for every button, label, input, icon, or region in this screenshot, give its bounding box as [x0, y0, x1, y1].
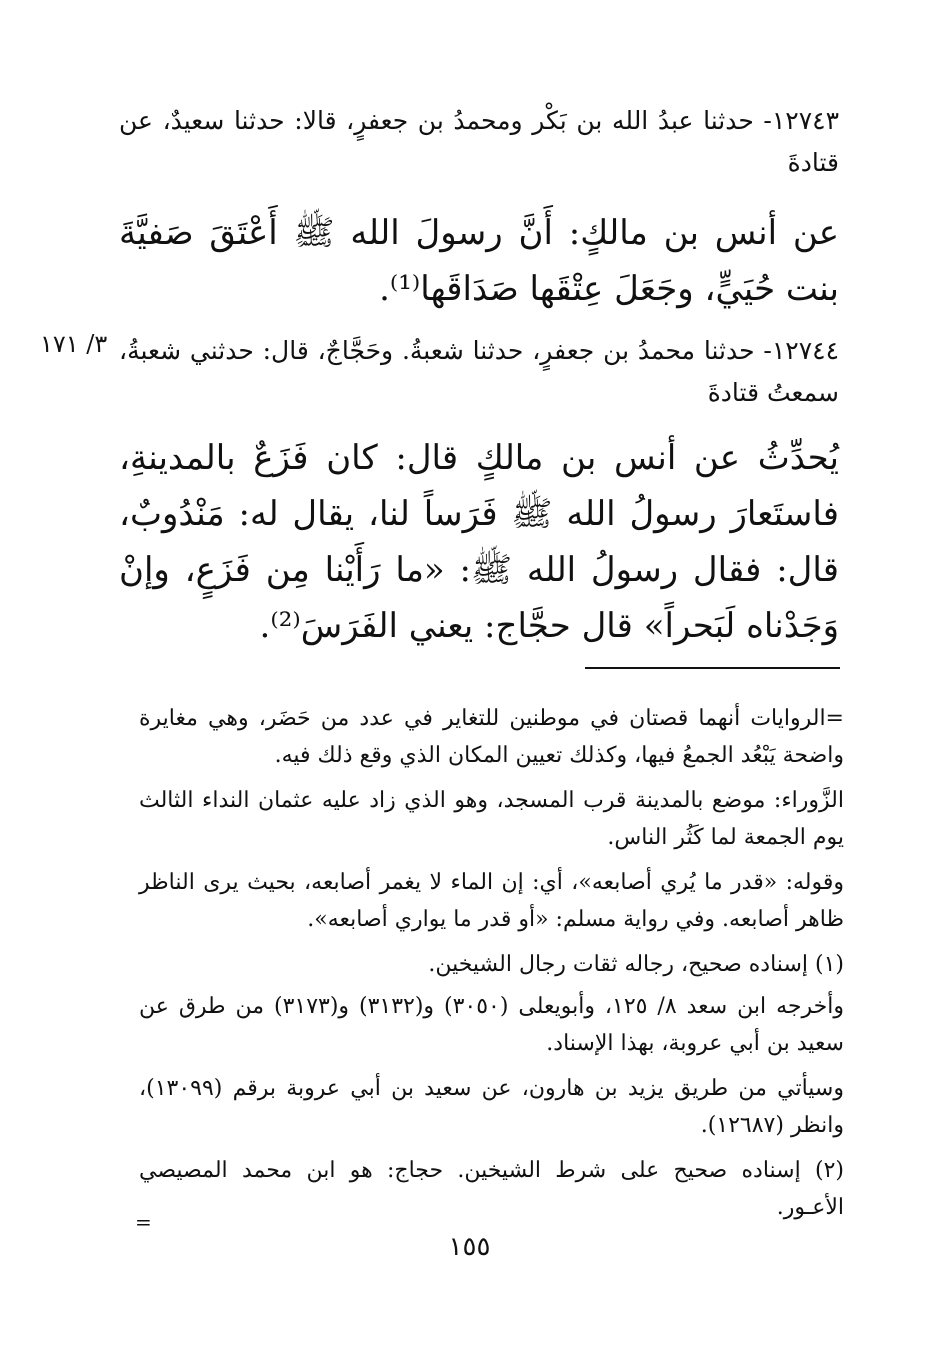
margin-volume-page-reference: ٣/ ١٧١	[40, 330, 108, 358]
hadith-12743-matn: عن أنس بن مالكٍ: أَنَّ رسولَ الله ﷺ أَعْتَقَ صَفيَّةَ بنت حُيَيٍّ، وجَعَلَ عِتْقَها صَدَاقَها⁽¹⁾.	[119, 213, 839, 309]
page-number: ١٥٥	[448, 1232, 491, 1262]
hadith-12743-isnad: ١٢٧٤٣- حدثنا عبدُ الله بن بَكْر ومحمدُ بن جعفرٍ، قالا: حدثنا سعيدٌ، عن قتادةَ	[119, 106, 839, 177]
footnote-zawraa-paragraph: الزَّوراء: موضع بالمدينة قرب المسجد، وهو الذي زاد عليه عثمان النداء الثالث يوم الجمعة لما كَثُر الناس.	[139, 788, 844, 850]
footnote-continuation-mark: =	[135, 1210, 152, 1234]
footnote-2: (٢) إسناده صحيح على شرط الشيخين. حجاج: هو ابن محمد المصيصي الأعـور.	[139, 1158, 844, 1220]
footnote-separator-rule	[585, 667, 840, 669]
footnote-1: (١) إسناده صحيح، رجاله ثقات رجال الشيخين.	[428, 952, 844, 977]
hadith-12744-isnad: ١٢٧٤٤- حدثنا محمدُ بن جعفرٍ، حدثنا شعبةُ. وحَجَّاجٌ، قال: حدثني شعبةُ، سمعتُ قتادةَ	[119, 336, 839, 407]
footnote-fingers-paragraph: وقوله: «قدر ما يُري أصابعه»، أي: إن الماء لا يغمر أصابعه، بحيث يرى الناظر ظاهر أصابعه. وفي رواية مسلم: «أو قدر ما يواري أصابعه».	[139, 870, 844, 932]
hadith-12744-matn: يُحدِّثُ عن أنس بن مالكٍ قال: كان فَزَعٌ بالمدينةِ، فاستَعارَ رسولُ الله ﷺ فَرَساً لنا، يقال له: مَنْدُوبٌ، قال: فقال رسولُ الله ﷺ: «ما رَأَيْنا مِن فَزَعٍ، وإنْ وَجَدْناه لَبَحراً» قال حجَّاج: يعني الفَرَسَ⁽²⁾.	[119, 438, 839, 646]
footnote-continuation-paragraph: =الروايات أنهما قصتان في موطنين للتغاير في عدد من حَضَر، وهي مغايرة واضحة يَبْعُد الجمعُ فيها، وكذلك تعيين المكان الذي وقع ذلك فيه.	[139, 706, 844, 768]
footnote-1-cross-reference: وسيأتي من طريق يزيد بن هارون، عن سعيد بن أبي عروبة برقم (١٣٠٩٩)، وانظر (١٢٦٨٧).	[139, 1076, 844, 1138]
footnote-1-takhrij: وأخرجه ابن سعد ٨/ ١٢٥، وأبويعلى (٣٠٥٠) و(٣١٣٢) و(٣١٧٣) من طرق عن سعيد بن أبي عروبة، بهذا الإسناد.	[139, 994, 844, 1056]
